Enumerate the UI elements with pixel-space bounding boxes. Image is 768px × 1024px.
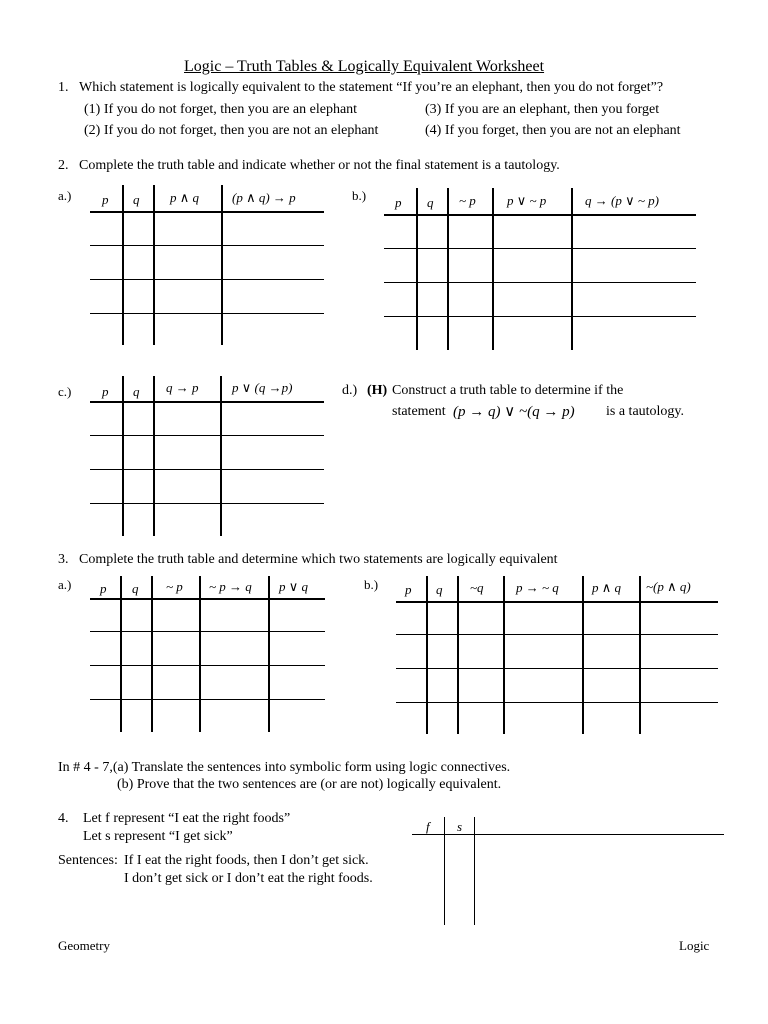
q2a-header-p: p [102, 192, 109, 207]
table-rule [220, 376, 222, 536]
table-rule [221, 185, 223, 345]
q4-sentence-1: If I eat the right foods, then I don’t get sick. [124, 853, 369, 868]
table-rule [90, 631, 325, 632]
table-rule [153, 376, 155, 536]
q3a-header-q: q [132, 581, 139, 596]
q2b-header-col5: q → (p ∨ ~ p) [585, 193, 659, 208]
q4-let-f: Let f represent “I eat the right foods” [83, 811, 291, 826]
table-rule [122, 185, 124, 345]
q2c-header-col4: p ∨ (q →p) [232, 380, 293, 395]
table-rule [396, 668, 718, 669]
q3-number: 3. [58, 552, 69, 567]
table-rule [503, 576, 505, 734]
q2b-header-q: q [427, 195, 434, 210]
q1-option-1: (1) If you do not forget, then you are an elephant [84, 102, 358, 117]
q2d-label: d.) [342, 383, 358, 398]
q2c-label: c.) [58, 384, 72, 399]
table-rule [90, 665, 325, 666]
q2b-header-p: p [395, 195, 402, 210]
table-rule [582, 576, 584, 734]
q3-text: Complete the truth table and determine which two statements are logically equivalent [79, 552, 558, 567]
q4-let-s: Let s represent “I get sick” [83, 829, 233, 844]
q2d-expression: (p → q) ∨ ~(q → p) [453, 404, 575, 420]
q2b-header-col4: p ∨ ~ p [507, 193, 547, 208]
q4-header-f: f [426, 819, 430, 834]
q2d-honors: (H) [367, 383, 388, 398]
q2a-header-col4: (p ∧ q) → p [232, 190, 296, 205]
q3a-header-p: p [100, 581, 107, 596]
instructions-line-2: (b) Prove that the two sentences are (or are not) logically equivalent. [117, 777, 502, 792]
q3a-label: a.) [58, 577, 72, 592]
q3a-header-col5: p ∨ q [279, 579, 309, 594]
table-rule [122, 376, 124, 536]
table-rule [571, 188, 573, 350]
table-rule [426, 576, 428, 734]
q3b-header-col4: p → ~ q [516, 580, 559, 595]
q2a-header-col3: p ∧ q [170, 190, 200, 205]
table-rule [90, 313, 324, 314]
q2-text: Complete the truth table and indicate whether or not the final statement is a tautology. [79, 158, 560, 173]
q1-text: Which statement is logically equivalent to the statement “If you’re an elephant, then you do not forget”? [79, 80, 664, 95]
q2-number: 2. [58, 158, 69, 173]
table-rule [90, 435, 324, 436]
table-rule [639, 576, 641, 734]
table-rule [396, 634, 718, 635]
table-rule [447, 188, 449, 350]
table-rule [90, 401, 324, 403]
q2c-header-p: p [102, 384, 109, 399]
table-rule [384, 214, 696, 216]
q3b-label: b.) [364, 577, 379, 592]
q2b-header-col3: ~ p [459, 193, 476, 208]
q2a-label: a.) [58, 188, 72, 203]
table-rule [384, 316, 696, 317]
q1-number: 1. [58, 80, 69, 95]
q2c-header-q: q [133, 384, 140, 399]
q3b-header-q: q [436, 582, 443, 597]
q2a-header-q: q [133, 192, 140, 207]
table-rule [416, 188, 418, 350]
page-title: Logic – Truth Tables & Logically Equivalent Worksheet [184, 58, 545, 75]
table-rule [396, 601, 718, 603]
q4-sentences-label: Sentences: [58, 853, 118, 868]
q4-header-s: s [457, 819, 463, 834]
table-rule [412, 834, 724, 835]
table-rule [90, 211, 324, 213]
table-rule [90, 469, 324, 470]
table-rule [492, 188, 494, 350]
table-rule [90, 503, 324, 504]
q3b-header-col6: ~(p ∧ q) [646, 579, 691, 594]
table-rule [90, 279, 324, 280]
q1-option-4: (4) If you forget, then you are not an elephant [425, 123, 681, 138]
q4-number: 4. [58, 811, 69, 826]
footer-left: Geometry [58, 938, 110, 953]
q2b-label: b.) [352, 188, 367, 203]
q2d-line2-post: is a tautology. [606, 404, 685, 419]
q3a-header-col4: ~ p → q [209, 579, 252, 594]
instructions-line-1: In # 4 - 7,(a) Translate the sentences into symbolic form using logic connectives. [58, 760, 511, 775]
q3b-header-col3: ~q [470, 580, 484, 595]
table-rule [384, 248, 696, 249]
q3b-header-col5: p ∧ q [592, 580, 622, 595]
q4-sentence-2: I don’t get sick or I don’t eat the right foods. [124, 871, 373, 886]
table-rule [396, 702, 718, 703]
footer-right: Logic [679, 938, 710, 953]
q2c-header-col3: q → p [166, 380, 199, 395]
table-rule [153, 185, 155, 345]
q3a-header-col3: ~ p [166, 579, 183, 594]
q3b-header-p: p [405, 582, 412, 597]
table-rule [384, 282, 696, 283]
q2d-line1: Construct a truth table to determine if the [392, 383, 624, 398]
table-rule [457, 576, 459, 734]
q1-option-3: (3) If you are an elephant, then you forget [425, 102, 660, 117]
table-rule [90, 245, 324, 246]
table-rule [90, 699, 325, 700]
table-rule [90, 598, 325, 600]
q2d-line2-pre: statement [392, 404, 446, 419]
q1-option-2: (2) If you do not forget, then you are not an elephant [84, 123, 379, 138]
